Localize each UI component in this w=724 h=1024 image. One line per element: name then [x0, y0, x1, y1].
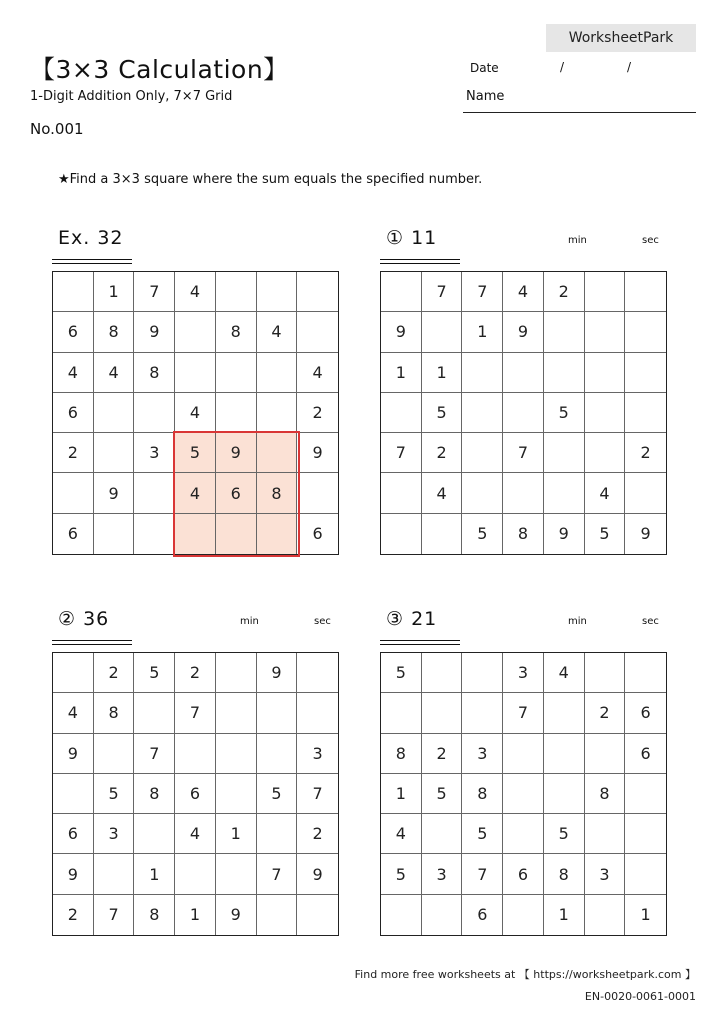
grid-cell [544, 734, 585, 774]
grid-cell [297, 693, 338, 733]
grid-cell [216, 393, 257, 433]
min-label: min [568, 235, 587, 246]
puzzle-grid [380, 271, 667, 555]
grid-cell: 5 [175, 433, 216, 473]
grid-cell [134, 693, 175, 733]
grid-cell: 4 [422, 473, 463, 513]
grid-cell: 5 [422, 393, 463, 433]
grid-cell: 3 [462, 734, 503, 774]
grid-cell: 4 [175, 814, 216, 854]
grid-cell [585, 312, 626, 352]
grid-cell: 6 [53, 814, 94, 854]
grid-cell [422, 653, 463, 693]
grid-cell: 8 [94, 693, 135, 733]
grid-cell [297, 272, 338, 312]
grid-cell: 3 [503, 653, 544, 693]
grid-cell [503, 473, 544, 513]
grid-cell: 5 [544, 393, 585, 433]
date-separator: / [560, 60, 565, 74]
grid-cell [216, 734, 257, 774]
grid-cell [625, 473, 666, 513]
grid-cell [625, 272, 666, 312]
grid-cell [216, 353, 257, 393]
grid-cell: 4 [297, 353, 338, 393]
instruction-text: ★Find a 3×3 square where the sum equals the specified number. [58, 172, 483, 187]
puzzle-3 [380, 608, 668, 925]
worksheet-code: EN-0020-0061-0001 [584, 990, 696, 1003]
grid-cell [462, 653, 503, 693]
grid-cell: 6 [175, 774, 216, 814]
grid-cell: 8 [503, 514, 544, 554]
grid-cell: 4 [503, 272, 544, 312]
grid-cell [381, 693, 422, 733]
grid-cell: 9 [257, 653, 298, 693]
grid-cell: 9 [297, 854, 338, 894]
grid-cell [462, 473, 503, 513]
grid-cell: 2 [94, 653, 135, 693]
grid-cell: 8 [585, 774, 626, 814]
grid-cell: 6 [216, 473, 257, 513]
grid-cell: 1 [94, 272, 135, 312]
grid-cell: 6 [625, 734, 666, 774]
grid-cell: 7 [297, 774, 338, 814]
grid-cell [503, 814, 544, 854]
grid-cell [216, 854, 257, 894]
grid-cell: 1 [134, 854, 175, 894]
grid-cell: 7 [462, 854, 503, 894]
grid-cell [134, 514, 175, 554]
grid-cell: 7 [134, 734, 175, 774]
grid-cell: 9 [381, 312, 422, 352]
grid-cell: 7 [175, 693, 216, 733]
grid-cell: 5 [544, 814, 585, 854]
grid-cell [462, 353, 503, 393]
grid-cell: 6 [53, 514, 94, 554]
grid-cell [94, 854, 135, 894]
puzzle-2 [52, 608, 340, 925]
grid-cell [381, 895, 422, 935]
grid-cell: 2 [297, 393, 338, 433]
grid-cell [625, 854, 666, 894]
grid-cell: 2 [53, 433, 94, 473]
grid-cell [625, 653, 666, 693]
grid-cell [503, 895, 544, 935]
grid-cell [257, 814, 298, 854]
grid-cell [53, 473, 94, 513]
worksheet-number: No.001 [30, 120, 84, 138]
label-underline [380, 640, 460, 645]
grid-cell [422, 514, 463, 554]
grid-cell: 7 [134, 272, 175, 312]
grid-cell [53, 653, 94, 693]
grid-cell: 1 [381, 774, 422, 814]
label-underline [380, 259, 460, 264]
grid-cell: 8 [134, 774, 175, 814]
grid-cell [297, 653, 338, 693]
grid-cell: 2 [422, 734, 463, 774]
grid-cell [544, 353, 585, 393]
grid-cell [216, 272, 257, 312]
grid-cell [422, 895, 463, 935]
grid-cell: 8 [257, 473, 298, 513]
grid-cell: 5 [422, 774, 463, 814]
grid-cell [544, 473, 585, 513]
grid-cell: 9 [544, 514, 585, 554]
sec-label: sec [642, 616, 659, 627]
grid-cell: 1 [640, 905, 651, 925]
grid-cell: 6 [462, 895, 503, 935]
grid-cell: 9 [640, 524, 651, 544]
date-separator: / [627, 60, 632, 74]
min-label: min [568, 616, 587, 627]
grid-cell [462, 393, 503, 433]
grid-cell: 7 [503, 693, 544, 733]
grid-cell: 8 [94, 312, 135, 352]
grid-cell: 8 [544, 854, 585, 894]
grid-cell: 4 [381, 814, 422, 854]
grid-cell [585, 734, 626, 774]
grid-cell [503, 393, 544, 433]
grid-cell: 5 [381, 854, 422, 894]
grid-cell [585, 433, 626, 473]
grid-cell [94, 734, 135, 774]
grid-cell [134, 393, 175, 433]
grid-cell: 3 [94, 814, 135, 854]
grid-cell: 7 [381, 433, 422, 473]
grid-cell: 7 [462, 272, 503, 312]
grid-cell: 7 [257, 854, 298, 894]
grid-cell [422, 814, 463, 854]
grid-cell [297, 312, 338, 352]
grid-cell: 6 [625, 693, 666, 733]
grid-cell: 6 [503, 854, 544, 894]
grid-cell: 1 [544, 895, 585, 935]
grid-cell: 8 [134, 353, 175, 393]
grid-cell: 3 [297, 734, 338, 774]
grid-cell: 1 [216, 814, 257, 854]
grid-cell: 9 [53, 854, 94, 894]
example-puzzle [52, 227, 340, 544]
grid-cell [134, 473, 175, 513]
grid-cell: 4 [175, 473, 216, 513]
grid-cell: 3 [422, 854, 463, 894]
grid-cell: 1 [422, 353, 463, 393]
label-underline [52, 259, 132, 264]
grid-cell [625, 312, 666, 352]
worksheet-subtitle: 1-Digit Addition Only, 7×7 Grid [30, 89, 233, 104]
grid-cell [625, 814, 666, 854]
puzzle-1 [380, 227, 668, 544]
grid-cell: 8 [381, 734, 422, 774]
grid-cell: 4 [257, 312, 298, 352]
grid-cell [585, 814, 626, 854]
grid-cell [381, 514, 422, 554]
grid-cell: 5 [257, 774, 298, 814]
date-label: Date [470, 61, 499, 75]
grid-cell: 2 [53, 895, 94, 935]
grid-cell [503, 774, 544, 814]
grid-cell: 5 [94, 774, 135, 814]
grid-cell [53, 774, 94, 814]
grid-cell [94, 393, 135, 433]
grid-cell [53, 272, 94, 312]
worksheet-title: 【3×3 Calculation】 [30, 55, 289, 84]
puzzle-label: ① 11 [386, 227, 438, 249]
grid-cell: 9 [297, 433, 338, 473]
grid-cell [175, 353, 216, 393]
grid-cell [257, 272, 298, 312]
grid-cell: 4 [53, 693, 94, 733]
grid-cell [257, 693, 298, 733]
grid-cell [585, 272, 626, 312]
grid-cell: 2 [175, 653, 216, 693]
grid-cell: 2 [544, 272, 585, 312]
grid-cell [257, 734, 298, 774]
puzzle-label: ③ 21 [386, 608, 438, 630]
grid-cell [257, 514, 298, 554]
grid-cell: 9 [53, 734, 94, 774]
grid-cell [216, 774, 257, 814]
grid-cell: 6 [312, 524, 323, 544]
grid-cell [216, 693, 257, 733]
grid-cell: 3 [585, 854, 626, 894]
grid-cell [257, 393, 298, 433]
grid-cell: 9 [216, 433, 257, 473]
grid-cell [175, 312, 216, 352]
grid-cell [381, 272, 422, 312]
grid-cell: 2 [585, 693, 626, 733]
grid-cell: 1 [381, 353, 422, 393]
grid-cell [625, 774, 666, 814]
puzzle-grid [52, 652, 339, 936]
grid-cell [544, 312, 585, 352]
puzzle-label: Ex. 32 [58, 227, 124, 249]
grid-cell: 4 [544, 653, 585, 693]
label-underline [52, 640, 132, 645]
grid-cell: 9 [134, 312, 175, 352]
grid-cell [625, 393, 666, 433]
grid-cell: 2 [297, 814, 338, 854]
grid-cell: 5 [585, 514, 626, 554]
grid-cell [503, 734, 544, 774]
grid-cell [381, 393, 422, 433]
name-line [463, 112, 696, 113]
footer-text: Find more free worksheets at 【 https://worksheetpark.com 】 [354, 968, 696, 981]
grid-cell: 3 [134, 433, 175, 473]
name-label: Name [466, 89, 505, 104]
grid-cell [297, 473, 338, 513]
grid-cell [422, 312, 463, 352]
grid-cell: 4 [53, 353, 94, 393]
grid-cell: 5 [134, 653, 175, 693]
grid-cell [585, 353, 626, 393]
grid-cell [257, 353, 298, 393]
grid-cell: 1 [175, 895, 216, 935]
grid-cell: 9 [94, 473, 135, 513]
grid-cell: 8 [216, 312, 257, 352]
grid-cell: 4 [175, 272, 216, 312]
grid-cell [175, 854, 216, 894]
grid-cell [216, 653, 257, 693]
sec-label: sec [642, 235, 659, 246]
grid-cell: 5 [462, 814, 503, 854]
grid-cell [175, 734, 216, 774]
grid-cell: 4 [175, 393, 216, 433]
puzzle-grid [52, 271, 339, 555]
grid-cell [297, 895, 338, 935]
grid-cell [216, 514, 257, 554]
grid-cell [585, 653, 626, 693]
grid-cell: 6 [53, 312, 94, 352]
grid-cell [585, 393, 626, 433]
puzzle-label: ② 36 [58, 608, 110, 630]
brand-badge: WorksheetPark [546, 24, 696, 52]
grid-cell [544, 693, 585, 733]
grid-cell [175, 514, 216, 554]
sec-label: sec [314, 616, 331, 627]
grid-cell: 9 [216, 895, 257, 935]
grid-cell [462, 693, 503, 733]
grid-cell [94, 514, 135, 554]
puzzle-grid [380, 652, 667, 936]
grid-cell [503, 353, 544, 393]
grid-cell: 4 [585, 473, 626, 513]
grid-cell [544, 774, 585, 814]
grid-cell: 7 [94, 895, 135, 935]
grid-cell [381, 473, 422, 513]
grid-cell: 8 [462, 774, 503, 814]
grid-cell: 7 [422, 272, 463, 312]
grid-cell [585, 895, 626, 935]
grid-cell: 4 [94, 353, 135, 393]
grid-cell [462, 433, 503, 473]
grid-cell: 2 [625, 433, 666, 473]
grid-cell: 6 [53, 393, 94, 433]
grid-cell: 2 [422, 433, 463, 473]
grid-cell [257, 433, 298, 473]
grid-cell: 9 [503, 312, 544, 352]
grid-cell [544, 433, 585, 473]
grid-cell: 7 [503, 433, 544, 473]
grid-cell: 5 [381, 653, 422, 693]
grid-cell [257, 895, 298, 935]
min-label: min [240, 616, 259, 627]
grid-cell: 1 [462, 312, 503, 352]
grid-cell [94, 433, 135, 473]
grid-cell [625, 353, 666, 393]
grid-cell [134, 814, 175, 854]
grid-cell [422, 693, 463, 733]
grid-cell: 5 [462, 514, 503, 554]
grid-cell: 8 [134, 895, 175, 935]
